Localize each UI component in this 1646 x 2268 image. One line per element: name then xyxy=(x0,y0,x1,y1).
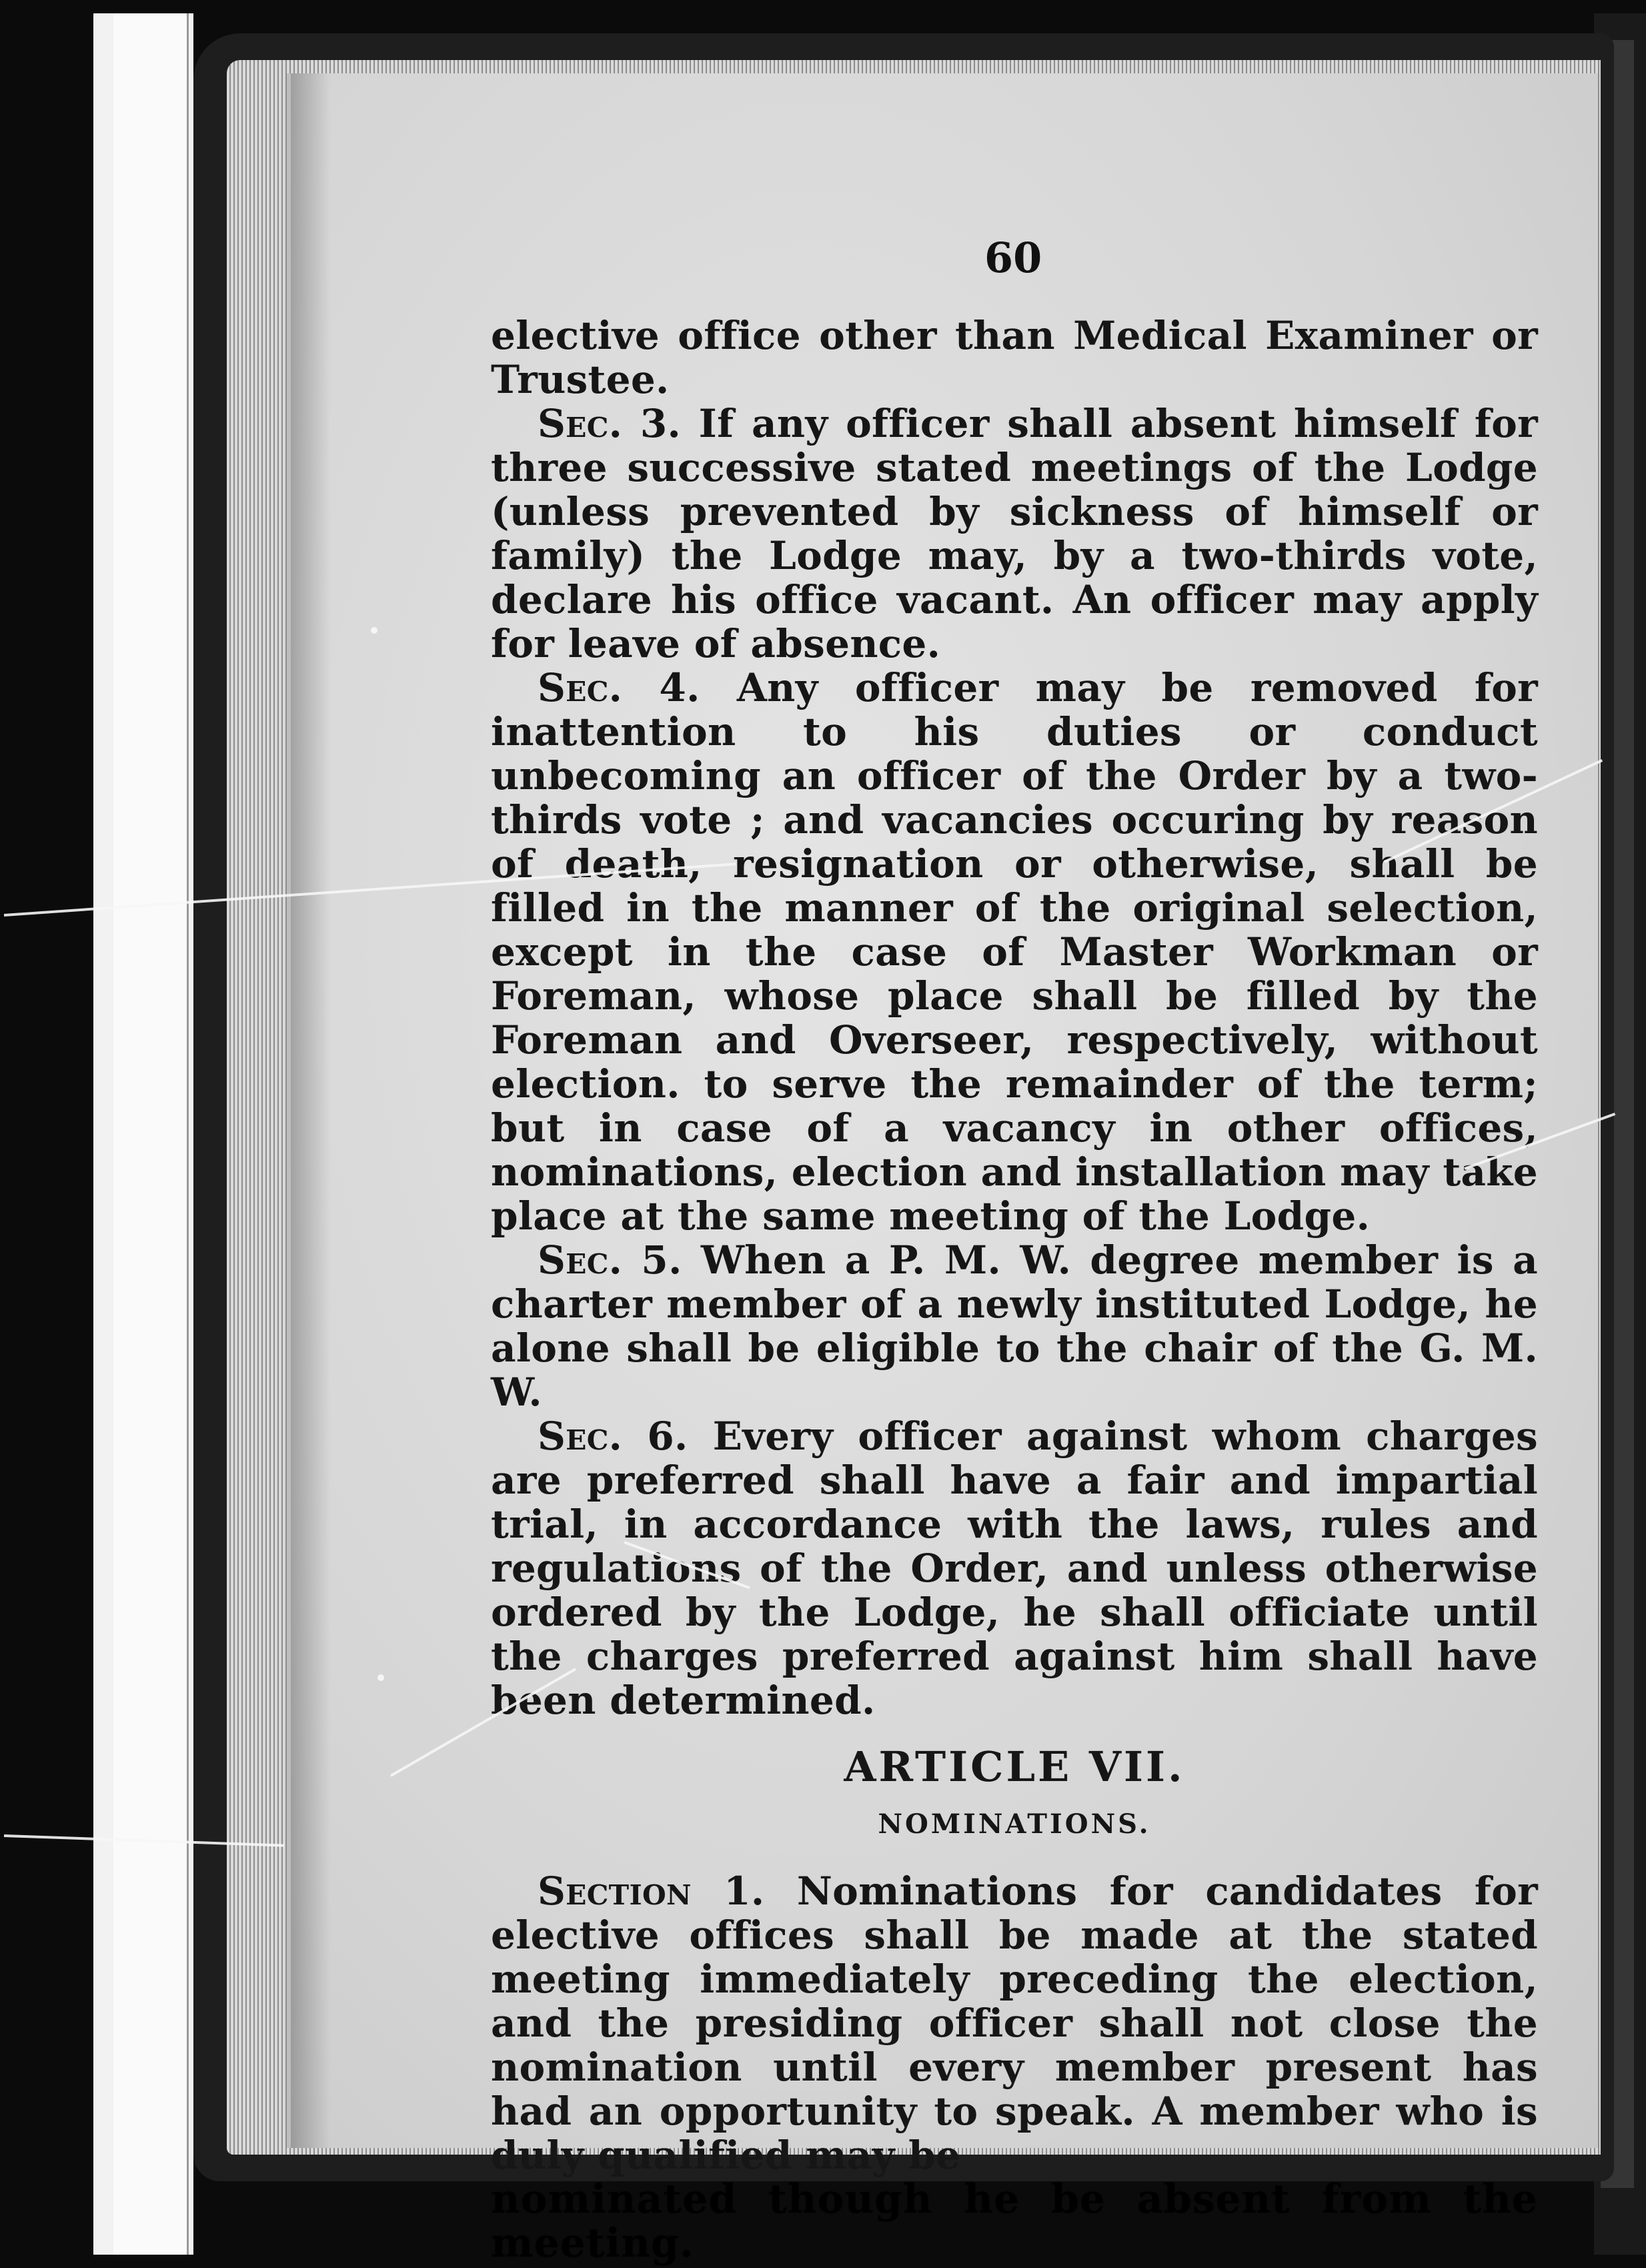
paragraph-sec-4 xyxy=(491,666,1538,1238)
section-label: Sec. 5. xyxy=(538,1237,682,1283)
paragraph-text: Any officer may be removed for inattention to his duties or conduct unbecoming an officer of the Order by a two-thirds vote ; and vacancies occuring by reason of death, resignation or otherwise, shall be filled in the manner of the original selection, except in the case of Master Workman or Foreman, whose place shall be filled by the Foreman and Overseer, respectively, without election. to serve the remainder of the term; but in case of a vacancy in other offices, nominations, election and installation may take place at the same meeting of the Lodge. xyxy=(491,665,1538,1239)
paragraph-sec-3 xyxy=(491,402,1538,666)
paragraph-sec-6 xyxy=(491,1414,1538,1722)
paragraph-text: When a P. M. W. degree member is a charter member of a newly instituted Lodge, he alone shall be eligible to the chair of the G. M. W. xyxy=(491,1237,1538,1415)
section-label: Sec. 3. xyxy=(538,401,681,446)
paragraph-sec-5 xyxy=(491,1238,1538,1414)
text-block xyxy=(491,314,1538,2265)
paragraph-section-1 xyxy=(491,1869,1538,2177)
paragraph-text: Every officer against whom charges are preferred shall have a fair and impartial trial, in accordance with the laws, rules and regulations of the Order, and unless otherwise ordered by the Lodge, he shall officiate until the charges preferred against him shall have been determined. xyxy=(491,1413,1538,1723)
paragraph-text: elective office other than Medical Examiner or Trustee. xyxy=(491,313,1538,402)
paragraph-continuation xyxy=(491,314,1538,402)
book-page xyxy=(287,73,1598,2267)
paper-speck xyxy=(371,627,377,634)
article-heading: ARTICLE VII. xyxy=(844,1742,1185,1791)
paragraph-last-line: nominated though he be absent from the meeting. xyxy=(491,2176,1538,2267)
left-paper-edge xyxy=(113,13,189,2255)
paragraph-text: Nominations for candidates for elective offices shall be made at the stated meeting immediately preceding the election, and the presiding officer shall not close the nomination until every member present has had an opportunity to speak. A member who is duly qualified may be xyxy=(491,1868,1538,2178)
paper-speck xyxy=(377,1674,384,1681)
page-number: 60 xyxy=(984,233,1042,282)
section-label: Sec. 4. xyxy=(538,665,700,710)
section-label: Section 1. xyxy=(538,1868,765,1914)
gutter-shadow xyxy=(291,73,331,2148)
paragraph-text: If any officer shall absent himself for three successive stated meetings of the Lodge (unless prevented by sickness of himself or family) the Lodge may, by a two-thirds vote, declare his office vacant. An officer may apply for leave of absence. xyxy=(491,401,1538,666)
section-label: Sec. 6. xyxy=(538,1413,688,1459)
article-subheading: NOMINATIONS. xyxy=(878,1808,1151,1840)
